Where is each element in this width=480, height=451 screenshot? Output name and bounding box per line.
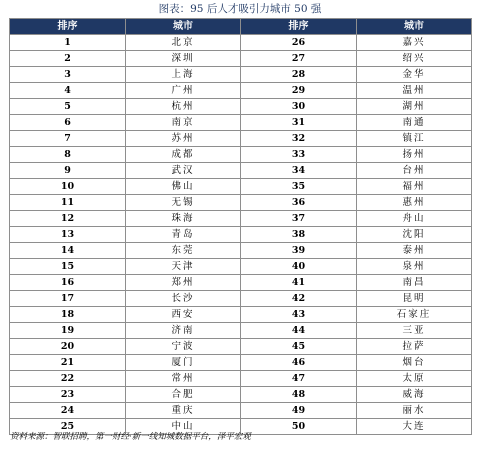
city-cell: 台州 [357,163,472,179]
rank-cell: 23 [10,387,126,403]
table-row [10,99,472,115]
rank-cell: 9 [10,163,126,179]
city-cell: 镇江 [357,131,472,147]
rank-cell: 25 [10,419,126,435]
city-cell: 济南 [126,323,241,339]
city-cell: 扬州 [357,147,472,163]
city-cell: 南京 [126,115,241,131]
city-cell: 长沙 [126,291,241,307]
table-row [10,163,472,179]
table-row [10,227,472,243]
rank-cell: 5 [10,99,126,115]
rank-cell: 50 [241,419,357,435]
city-cell: 金华 [357,67,472,83]
rank-cell: 14 [10,243,126,259]
table-row [10,67,472,83]
table-row [10,403,472,419]
city-cell: 威海 [357,387,472,403]
rank-cell: 43 [241,307,357,323]
table-header-row [10,19,472,35]
table-row [10,115,472,131]
rank-cell: 46 [241,355,357,371]
rank-cell: 39 [241,243,357,259]
rank-cell: 36 [241,195,357,211]
rank-cell: 12 [10,211,126,227]
city-cell: 温州 [357,83,472,99]
city-cell: 苏州 [126,131,241,147]
table-row [10,35,472,51]
city-cell: 太原 [357,371,472,387]
rank-cell: 7 [10,131,126,147]
rank-cell: 37 [241,211,357,227]
rank-cell: 28 [241,67,357,83]
rank-cell: 48 [241,387,357,403]
rank-cell: 32 [241,131,357,147]
table-row [10,195,472,211]
header-rank-left: 排序 [10,19,126,35]
rank-cell: 34 [241,163,357,179]
rank-cell: 22 [10,371,126,387]
rank-cell: 20 [10,339,126,355]
city-cell: 青岛 [126,227,241,243]
city-cell: 珠海 [126,211,241,227]
table-row [10,259,472,275]
table-row [10,371,472,387]
table-row [10,387,472,403]
rank-cell: 41 [241,275,357,291]
city-cell: 常州 [126,371,241,387]
rank-cell: 27 [241,51,357,67]
city-cell: 中山 [126,419,241,435]
rank-cell: 40 [241,259,357,275]
city-cell: 无锡 [126,195,241,211]
rank-cell: 8 [10,147,126,163]
rank-cell: 24 [10,403,126,419]
city-cell: 泉州 [357,259,472,275]
city-cell: 昆明 [357,291,472,307]
rank-cell: 33 [241,147,357,163]
rank-cell: 4 [10,83,126,99]
city-cell: 南昌 [357,275,472,291]
rank-cell: 1 [10,35,126,51]
city-cell: 南通 [357,115,472,131]
city-cell: 三亚 [357,323,472,339]
table-row [10,211,472,227]
rank-cell: 15 [10,259,126,275]
city-cell: 惠州 [357,195,472,211]
table-row [10,147,472,163]
rank-cell: 30 [241,99,357,115]
table-row [10,323,472,339]
rank-cell: 18 [10,307,126,323]
rank-cell: 11 [10,195,126,211]
source-note: 资料来源：智联招聘，第一财经·新一线知城数据平台，泽平宏观 [10,432,251,442]
rank-cell: 44 [241,323,357,339]
city-cell: 深圳 [126,51,241,67]
city-cell: 武汉 [126,163,241,179]
table-row [10,355,472,371]
header-rank-right: 排序 [241,19,357,35]
city-cell: 宁波 [126,339,241,355]
city-cell: 泰州 [357,243,472,259]
city-cell: 沈阳 [357,227,472,243]
rank-cell: 47 [241,371,357,387]
city-cell: 厦门 [126,355,241,371]
rank-cell: 21 [10,355,126,371]
city-cell: 福州 [357,179,472,195]
city-cell: 舟山 [357,211,472,227]
city-cell: 北京 [126,35,241,51]
rank-cell: 31 [241,115,357,131]
table-row [10,275,472,291]
city-cell: 杭州 [126,99,241,115]
rank-cell: 3 [10,67,126,83]
rank-cell: 42 [241,291,357,307]
city-ranking-table [9,18,472,435]
rank-cell: 29 [241,83,357,99]
city-cell: 湖州 [357,99,472,115]
city-cell: 广州 [126,83,241,99]
table-row [10,83,472,99]
rank-cell: 6 [10,115,126,131]
city-cell: 天津 [126,259,241,275]
table-row [10,339,472,355]
city-cell: 拉萨 [357,339,472,355]
city-cell: 大连 [357,419,472,435]
city-cell: 石家庄 [357,307,472,323]
table-row [10,51,472,67]
table-caption: 图表：95 后人才吸引力城市 50 强 [158,3,322,15]
rank-cell: 2 [10,51,126,67]
rank-cell: 45 [241,339,357,355]
rank-cell: 49 [241,403,357,419]
rank-cell: 10 [10,179,126,195]
city-cell: 西安 [126,307,241,323]
city-cell: 重庆 [126,403,241,419]
rank-cell: 19 [10,323,126,339]
city-cell: 烟台 [357,355,472,371]
rank-cell: 38 [241,227,357,243]
city-cell: 东莞 [126,243,241,259]
city-cell: 成都 [126,147,241,163]
table-row [10,179,472,195]
rank-cell: 35 [241,179,357,195]
rank-cell: 26 [241,35,357,51]
city-cell: 嘉兴 [357,35,472,51]
table-row [10,131,472,147]
rank-cell: 17 [10,291,126,307]
table-row [10,243,472,259]
table-body [10,35,472,435]
header-city-right: 城市 [357,19,472,35]
table-row [10,291,472,307]
table-row [10,307,472,323]
rank-cell: 13 [10,227,126,243]
city-cell: 丽水 [357,403,472,419]
header-city-left: 城市 [126,19,241,35]
city-cell: 合肥 [126,387,241,403]
rank-cell: 16 [10,275,126,291]
city-cell: 上海 [126,67,241,83]
city-cell: 绍兴 [357,51,472,67]
city-cell: 佛山 [126,179,241,195]
city-cell: 郑州 [126,275,241,291]
